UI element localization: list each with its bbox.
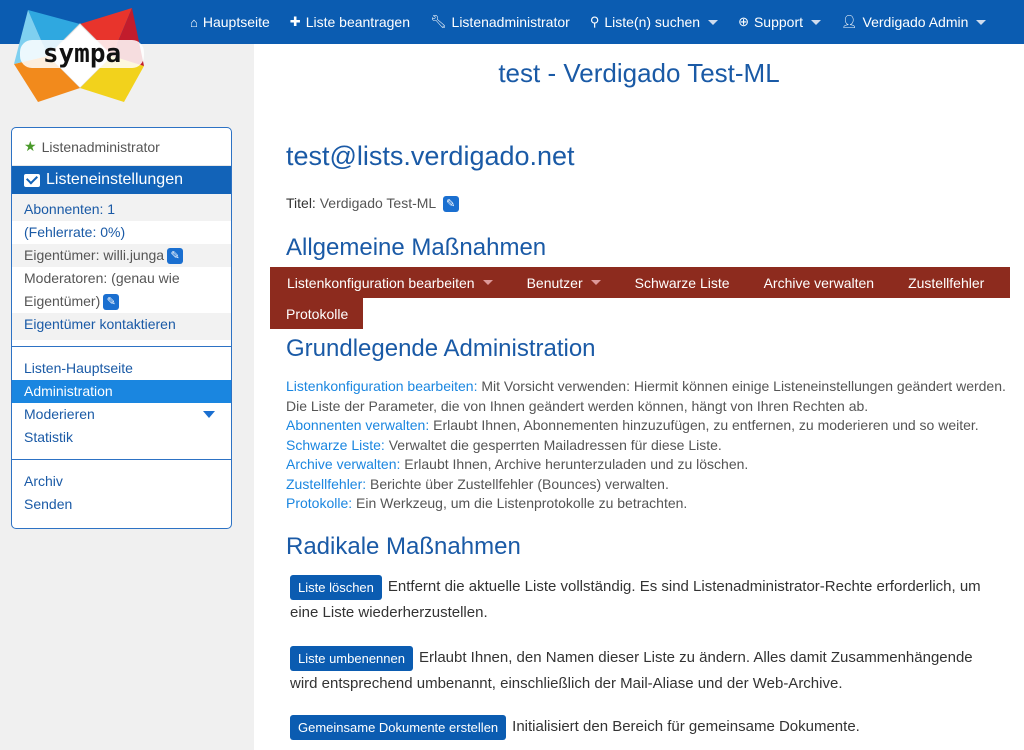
edit-icon[interactable]: ✎	[443, 196, 459, 212]
bounces-text: Berichte über Zustellfehler (Bounces) verwalten.	[370, 475, 669, 492]
archives-text: Erlaubt Ihnen, Archive herunterzuladen und zu löschen.	[404, 456, 749, 472]
sidebar-admin-heading-label: Listenadministrator	[41, 138, 160, 155]
chevron-down-icon	[708, 20, 718, 25]
sidebar-item-administration[interactable]	[12, 380, 231, 403]
sidebar-subscribers-link[interactable]: Abonnenten: 1	[24, 201, 116, 217]
rename-list-text: Erlaubt Ihnen, den Namen dieser Liste zu ändern. Alles damit Zusammenhängende wird entsprechend umbenannt, einschließlich der Mail-Aliase und der Web-Archive.	[290, 649, 973, 692]
sidebar-settings-heading[interactable]	[12, 166, 231, 194]
chevron-down-icon	[591, 280, 601, 285]
list-title-row	[286, 195, 459, 212]
sidebar-item-list-home[interactable]	[12, 357, 231, 380]
sidebar-subscribers[interactable]	[12, 194, 231, 221]
blacklist-link[interactable]: Schwarze Liste:	[286, 436, 385, 453]
chevron-down-icon[interactable]	[203, 411, 215, 418]
menu-manage-archives-label: Archive verwalten	[763, 274, 875, 291]
nav-support[interactable]	[728, 0, 831, 44]
sidebar-moderators	[12, 267, 231, 313]
menu-edit-config[interactable]	[270, 267, 510, 298]
top-nav	[180, 0, 996, 44]
nav-home-label: Hauptseite	[202, 14, 270, 30]
rename-list-button[interactable]: Liste umbenennen	[290, 646, 413, 671]
description-item	[286, 475, 1006, 495]
sidebar-moderators-text: Moderatoren: (genau wie Eigentümer)	[24, 270, 180, 309]
nav-search-lists-label: Liste(n) suchen	[604, 14, 701, 30]
lifebuoy-icon: ⊕	[738, 14, 749, 29]
sidebar-settings-label: Listeneinstellungen	[46, 171, 183, 188]
sidebar-item-label: Archiv	[24, 473, 63, 489]
menu-logs[interactable]	[270, 298, 363, 329]
envelope-icon	[24, 174, 40, 187]
sidebar-error-rate[interactable]	[12, 221, 231, 244]
nav-list-admin-label: Listenadministrator	[451, 14, 570, 30]
plus-icon: ✚	[289, 14, 301, 29]
edit-icon[interactable]: ✎	[103, 294, 119, 310]
action-rename	[290, 645, 1002, 697]
description-item	[286, 377, 1006, 416]
shared-docs-text: Initialisiert den Bereich für gemeinsame Dokumente.	[512, 718, 860, 735]
sidebar-contact-owners-link[interactable]: Eigentümer kontaktieren	[24, 316, 176, 332]
nav-support-label: Support	[753, 14, 804, 30]
user-icon: 👤︎	[841, 14, 858, 29]
top-navbar	[0, 0, 1024, 44]
sidebar-item-label: Listen-Hauptseite	[24, 360, 133, 376]
title-value: Verdigado Test-ML	[319, 195, 436, 211]
nav-user-menu[interactable]	[831, 0, 996, 44]
sidebar-item-archive[interactable]	[12, 470, 231, 493]
sidebar-item-label: Moderieren	[24, 406, 95, 422]
admin-descriptions	[286, 377, 1006, 514]
action-shared-docs	[290, 714, 1002, 740]
radical-actions-heading: Radikale Maßnahmen	[286, 533, 521, 560]
menu-blacklist-label: Schwarze Liste	[634, 274, 730, 291]
sidebar-owners	[12, 244, 231, 267]
bounces-link[interactable]: Zustellfehler:	[286, 475, 367, 492]
list-header: test - Verdigado Test-ML	[498, 58, 780, 88]
config-link[interactable]: Listenkonfiguration bearbeiten:	[286, 378, 478, 394]
nav-request-list-label: Liste beantragen	[305, 14, 411, 30]
edit-icon[interactable]: ✎	[167, 248, 183, 264]
home-icon: ⌂	[190, 14, 198, 30]
sidebar-error-rate-link[interactable]: (Fehlerrate: 0%)	[24, 224, 126, 240]
list-address: test@lists.verdigado.net	[286, 141, 575, 171]
star-icon: ★	[24, 138, 37, 154]
sympa-logo[interactable]	[8, 2, 152, 110]
description-item	[286, 416, 1006, 436]
sidebar-item-statistics[interactable]	[12, 426, 231, 449]
sidebar-item-label: Senden	[24, 496, 73, 512]
sidebar-item-label: Administration	[24, 383, 113, 399]
archives-link[interactable]: Archive verwalten:	[286, 456, 401, 472]
chevron-down-icon	[811, 20, 821, 25]
menu-bounces[interactable]	[891, 267, 1001, 298]
menu-manage-archives[interactable]	[747, 267, 892, 298]
create-shared-docs-button[interactable]: Gemeinsame Dokumente erstellen	[290, 715, 506, 740]
wrench-icon: 🔧︎	[430, 14, 447, 29]
menu-bounces-label: Zustellfehler	[908, 274, 985, 291]
nav-search-lists[interactable]	[580, 0, 728, 44]
admin-menu-bar	[270, 267, 1010, 298]
basic-admin-heading: Grundlegende Administration	[286, 335, 596, 362]
menu-edit-config-label: Listenkonfiguration bearbeiten	[287, 274, 475, 291]
sidebar-item-label: Statistik	[24, 429, 74, 445]
subscribers-text: Erlaubt Ihnen, Abonnementen hinzuzufügen, zu entfernen, zu moderieren und so weiter.	[433, 417, 979, 433]
blacklist-text: Verwaltet die gesperrten Mailadressen für diese Liste.	[388, 436, 722, 453]
sidebar-admin-heading	[12, 128, 231, 166]
menu-users-label: Benutzer	[526, 274, 583, 291]
chevron-down-icon	[483, 280, 493, 285]
menu-logs-label: Protokolle	[286, 305, 349, 322]
description-item	[286, 494, 1006, 514]
action-delete	[290, 574, 1002, 626]
logs-link[interactable]: Protokolle:	[286, 495, 353, 511]
title-label: Titel:	[286, 195, 316, 211]
sidebar-contact-owners[interactable]	[12, 313, 231, 340]
sidebar-owners-text: Eigentümer: willi.junga	[24, 247, 165, 263]
nav-home[interactable]	[180, 0, 280, 44]
search-icon: ⚲	[589, 14, 600, 29]
sidebar-item-send[interactable]	[12, 493, 231, 516]
subscribers-link[interactable]: Abonnenten verwalten:	[286, 417, 430, 433]
menu-blacklist[interactable]	[618, 267, 747, 298]
nav-request-list[interactable]	[280, 0, 420, 44]
config-text: Mit Vorsicht verwenden: Hiermit können einige Listeneinstellungen geändert werden. Die Liste der Parameter, die von Ihnen geändert werden können, hängt von Ihren Rechten ab.	[286, 378, 1006, 414]
description-item	[286, 436, 1006, 456]
logs-text: Ein Werkzeug, um die Listenprotokolle zu betrachten.	[356, 495, 688, 511]
nav-user-label: Verdigado Admin	[862, 14, 969, 30]
chevron-down-icon	[976, 20, 986, 25]
sidebar-item-moderate[interactable]	[12, 403, 231, 426]
sidebar	[11, 127, 232, 529]
menu-users[interactable]	[510, 267, 618, 298]
general-actions-heading: Allgemeine Maßnahmen	[286, 234, 547, 261]
logo-text: sympa	[42, 39, 122, 69]
delete-list-button[interactable]: Liste löschen	[290, 575, 382, 600]
nav-list-admin[interactable]	[420, 0, 580, 44]
delete-list-text: Entfernt die aktuelle Liste vollständig. Es sind Listenadministrator-Rechte erforderlich, um eine Liste wiederherzustellen.	[290, 578, 981, 621]
description-item	[286, 455, 1006, 475]
